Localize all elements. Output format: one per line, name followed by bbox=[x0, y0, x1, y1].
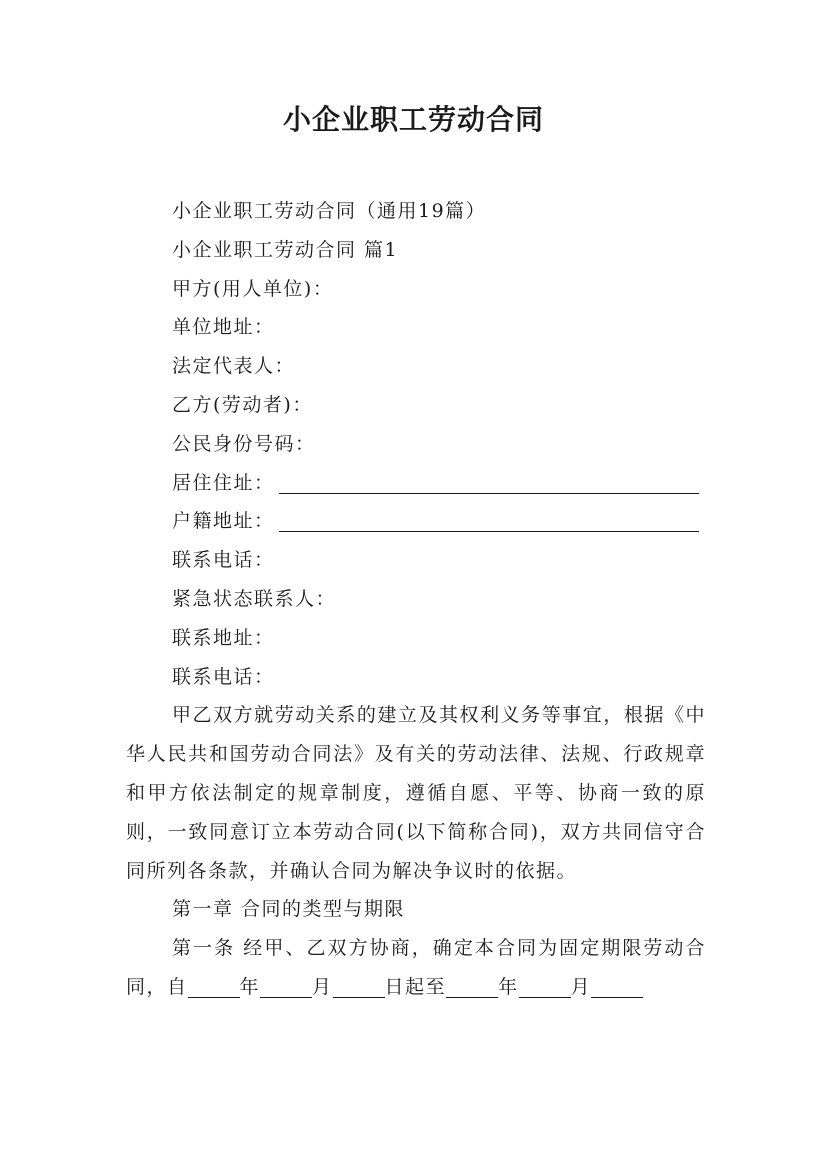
month-label: 月 bbox=[312, 975, 333, 998]
end-month-blank bbox=[519, 973, 571, 998]
field-household-row bbox=[126, 502, 706, 541]
day-from-label: 日起至 bbox=[384, 975, 447, 998]
end-year-blank bbox=[446, 973, 498, 998]
month2-label: 月 bbox=[570, 975, 592, 998]
preamble-paragraph: 甲乙双方就劳动关系的建立及其权利义务等事宜，根据《中华人民共和国劳动合同法》及有关的劳动法律、法规、行政规章和甲方依法制定的规章制度，遵循自愿、平等、协商一致的原则，一致同意订立本劳动合同(以下简称合同)，双方共同信守合同所列各条款，并确认合同为解决争议时的依据。 bbox=[126, 704, 706, 882]
end-day-blank bbox=[591, 973, 643, 998]
field-party-a: 甲方(用人单位)： bbox=[172, 277, 334, 300]
document-title: 小企业职工劳动合同 bbox=[282, 103, 544, 136]
section-heading: 小企业职工劳动合同 篇1 bbox=[172, 238, 399, 261]
year-label: 年 bbox=[239, 975, 261, 998]
field-residence-label: 居住住址： bbox=[172, 471, 275, 494]
subtitle-line: 小企业职工劳动合同（通用19篇） bbox=[172, 200, 487, 222]
start-day-blank bbox=[333, 973, 385, 998]
field-legal-rep: 法定代表人： bbox=[172, 355, 296, 378]
article-1 bbox=[126, 929, 706, 1007]
document-body bbox=[126, 192, 706, 1007]
field-contact-phone: 联系电话： bbox=[172, 665, 275, 688]
field-residence-row bbox=[126, 464, 706, 503]
year2-label: 年 bbox=[498, 975, 519, 998]
field-id-number: 公民身份号码： bbox=[172, 432, 316, 455]
start-month-blank bbox=[260, 973, 312, 998]
field-emergency-contact: 紧急状态联系人： bbox=[172, 587, 337, 610]
field-address: 单位地址： bbox=[172, 316, 275, 339]
start-year-blank bbox=[188, 973, 240, 998]
field-phone: 联系电话： bbox=[172, 549, 275, 572]
field-party-b: 乙方(劳动者)： bbox=[172, 393, 313, 416]
field-contact-address: 联系地址： bbox=[172, 626, 275, 649]
article-1-lead: 第一条 经甲、乙双方协商，确定本合同为固定期限劳动合同，自 bbox=[126, 937, 706, 998]
field-household-label: 户籍地址： bbox=[172, 510, 275, 533]
chapter-heading: 第一章 合同的类型与期限 bbox=[172, 898, 406, 921]
residence-blank bbox=[279, 469, 699, 494]
household-blank bbox=[279, 507, 699, 532]
